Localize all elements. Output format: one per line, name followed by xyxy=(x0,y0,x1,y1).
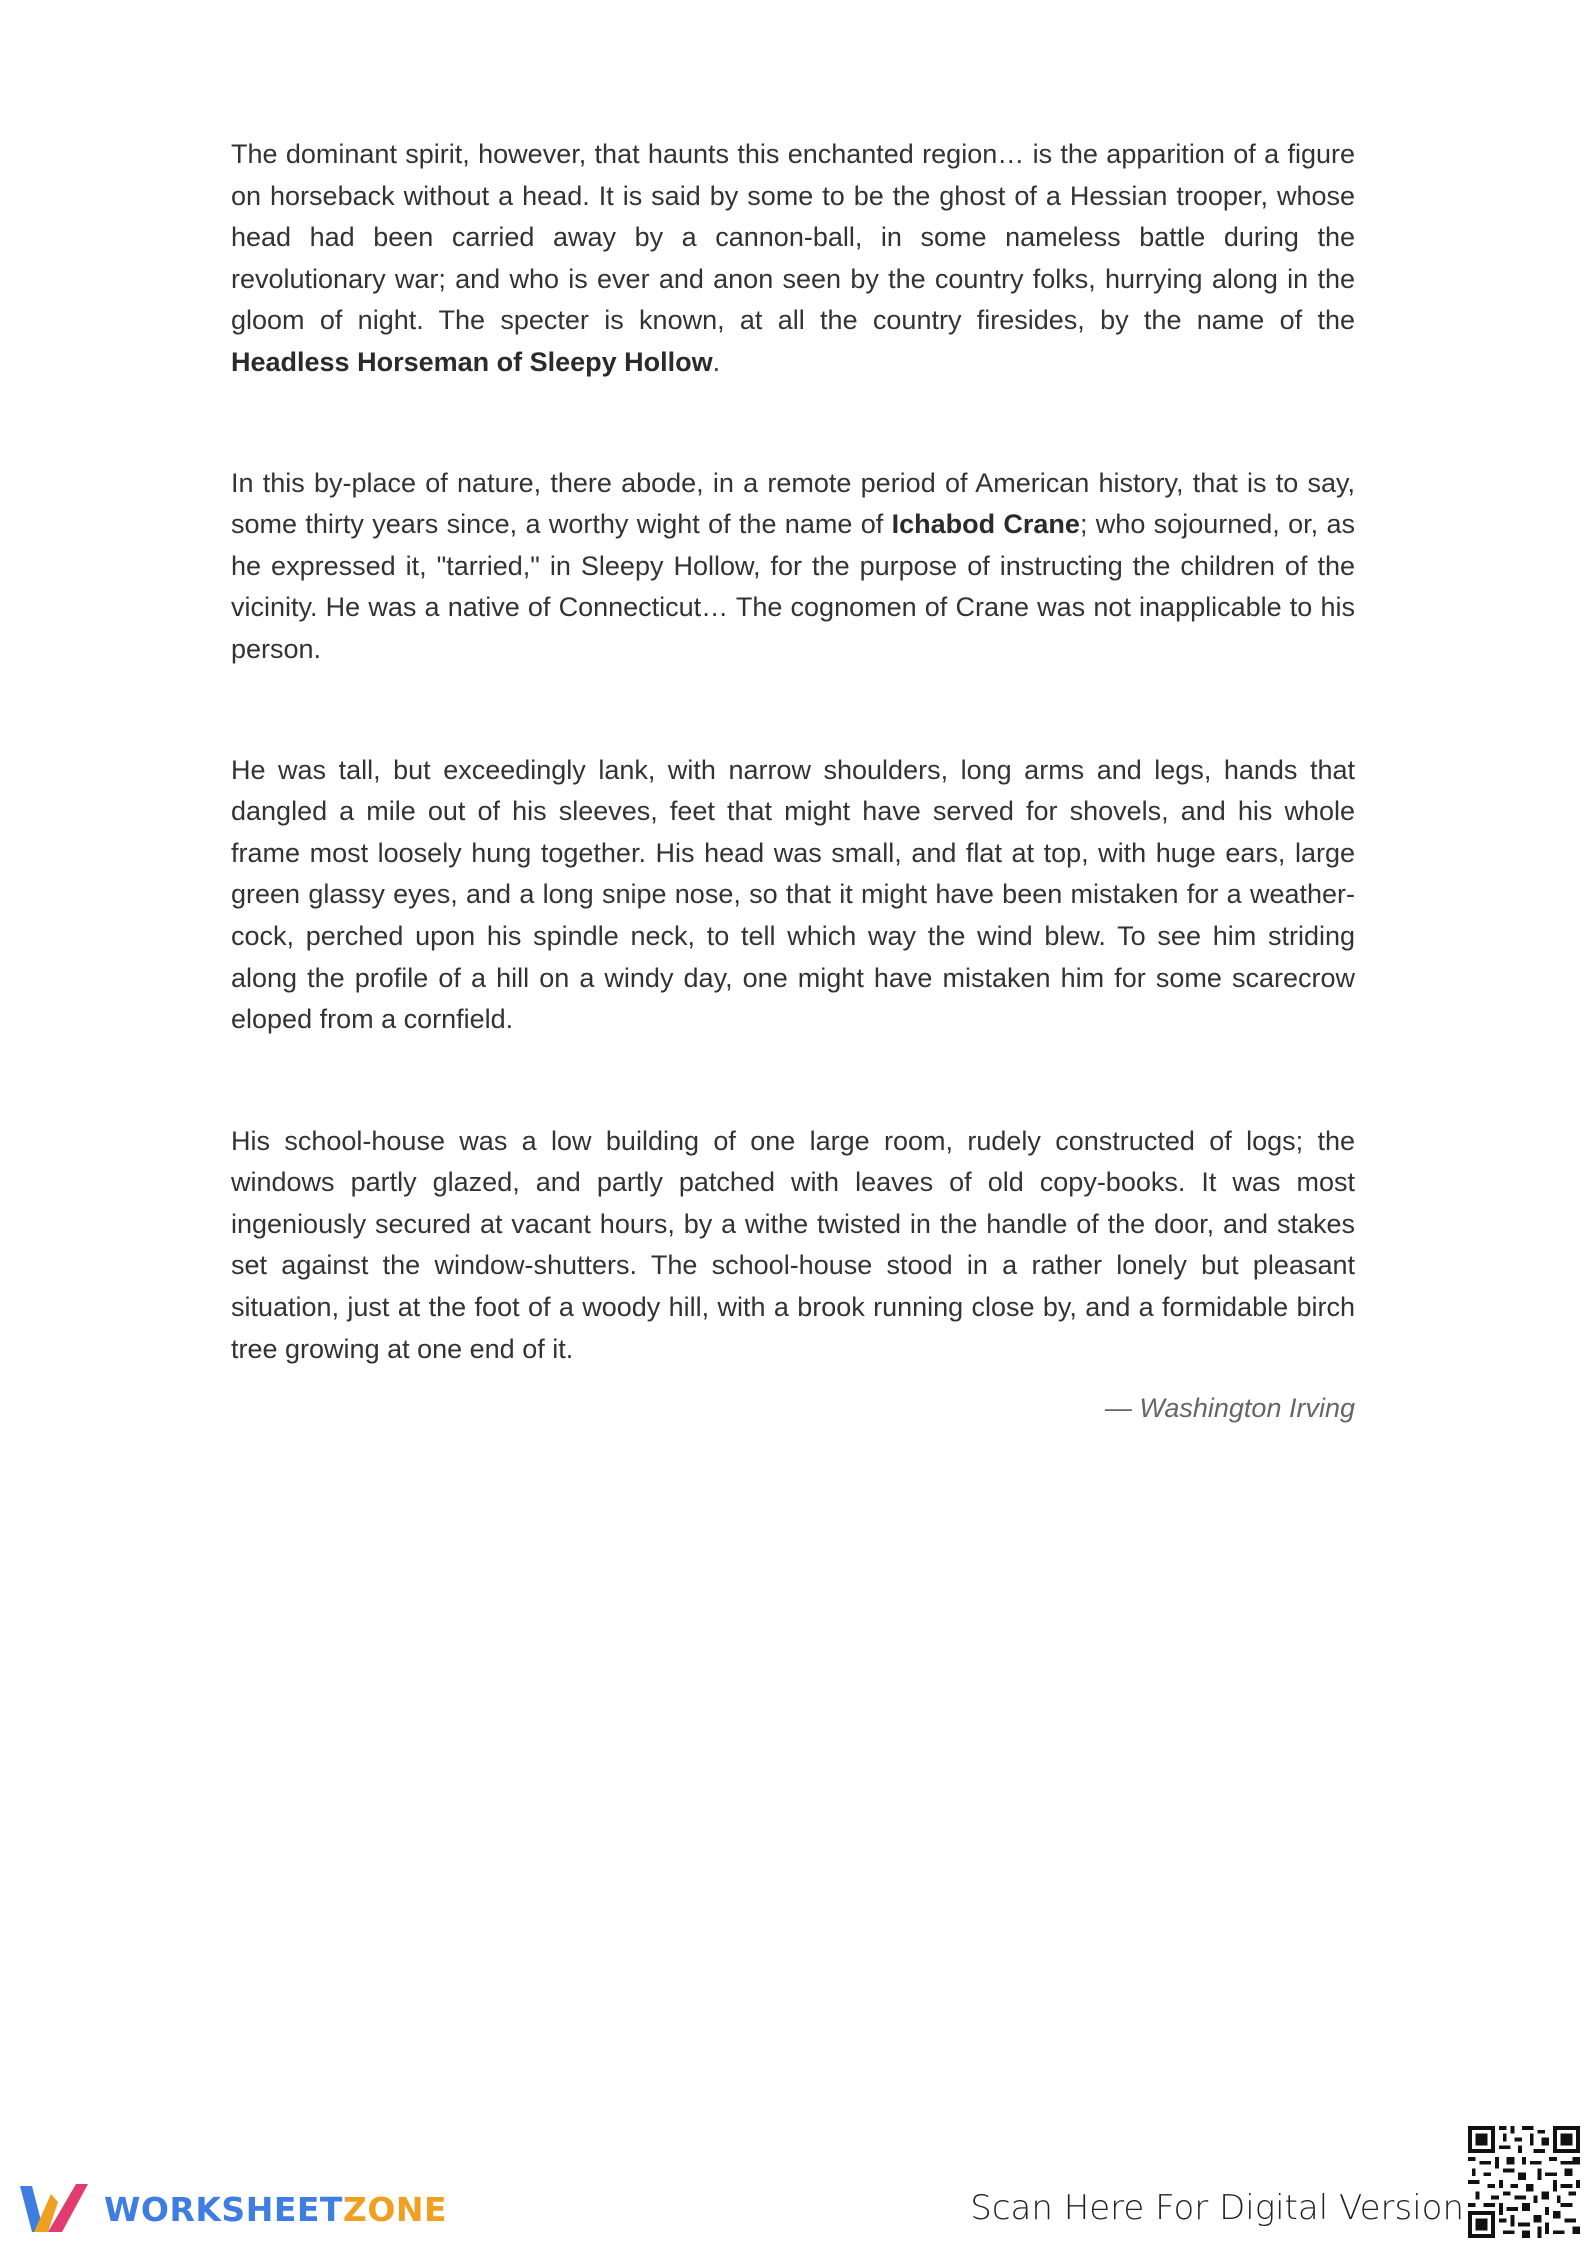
paragraph-2 xyxy=(231,463,1355,671)
paragraph-2-end: ; who sojourned, or, as he expressed it, "tarried," in Sleepy Hollow, for the purpose of instructing the children of the vicinity. He was a native of Connecticut… The cognomen of Crane was not inapplicable to his person. xyxy=(231,509,1355,664)
paragraph-2-text: In this by-place of nature, there abode, in a remote period of American history, that is to say, some thirty years since, a worthy wight of the name of xyxy=(231,467,1355,540)
paragraph-4: His school-house was a low building of one large room, rudely constructed of logs; the windows partly glazed, and partly patched with leaves of old copy-books. It was most ingeniously secured at vacant hours, by a withe twisted in the handle of the door, and stakes set against the window-shutters. The school-house stood in a rather lonely but pleasant situation, just at the foot of a woody hill, with a brook running close by, and a formidable birch tree growing at one end of it. xyxy=(231,1125,1355,1364)
paragraph-3: He was tall, but exceedingly lank, with narrow shoulders, long arms and legs, hands that dangled a mile out of his sleeves, feet that might have served for shovels, and his whole frame most loosely hung together. His head was small, and flat at top, with huge ears, large green glassy eyes, and a long snipe nose, so that it might have been mistaken for a weather-cock, perched upon his spindle neck, to tell which way the wind blew. To see him striding along the profile of a hill on a windy day, one might have mistaken him for some scarecrow eloped from a cornfield. xyxy=(231,754,1355,1035)
author-attribution: — Washington Irving xyxy=(1104,1393,1355,1424)
logo-wordmark xyxy=(104,2190,447,2229)
paragraph-1-text: The dominant spirit, however, that haunts this enchanted region… is the apparition of a figure on horseback without a head. It is said by some to be the ghost of a Hessian trooper, whose head had been carried away by a cannon-ball, in some nameless battle during the revolutionary war; and who is ever and anon seen by the country folks, hurrying along in the gloom of night. The specter is known, at all the country firesides, by the name of the xyxy=(231,139,1355,336)
logo-wordmark-worksheet: WORKSHEET xyxy=(104,2189,343,2229)
logo-wordmark-zone: ZONE xyxy=(342,2189,448,2229)
qr-code-icon[interactable] xyxy=(1468,2126,1580,2238)
paragraph-1 xyxy=(231,134,1355,384)
scan-instruction: Scan Here For Digital Version xyxy=(970,2188,1464,2228)
headless-horseman-bold: Headless Horseman of Sleepy Hollow xyxy=(231,346,713,377)
worksheetzone-logo-icon xyxy=(18,2180,94,2238)
passage xyxy=(231,134,1355,1428)
ichabod-crane-bold: Ichabod Crane xyxy=(891,509,1080,540)
worksheetzone-logo[interactable] xyxy=(18,2180,447,2238)
paragraph-1-end: . xyxy=(712,346,721,377)
